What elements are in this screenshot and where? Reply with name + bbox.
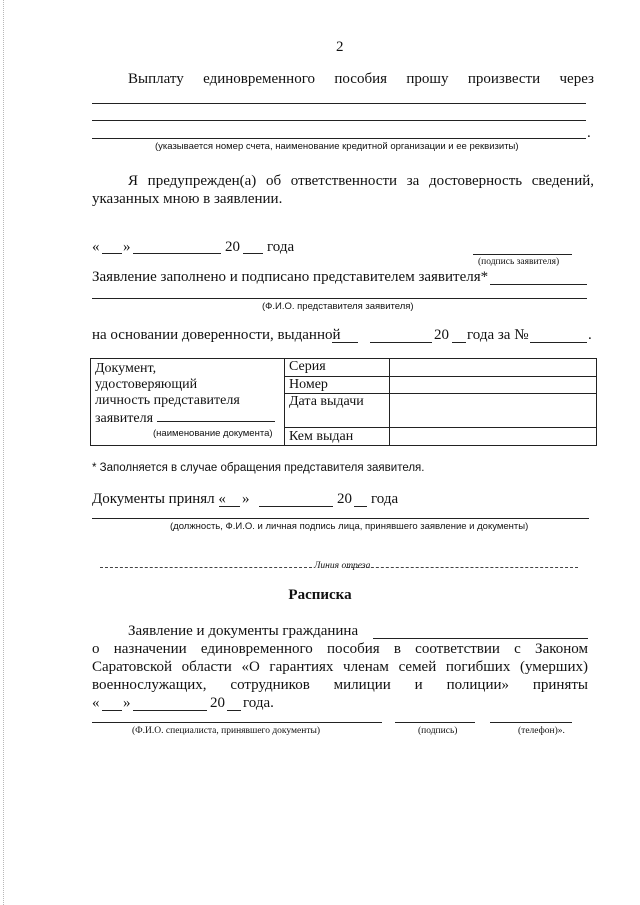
number-value-cell[interactable] xyxy=(390,377,597,394)
warning-line-2: указанных мною в заявлении. xyxy=(92,191,283,207)
receipt-line-2: о назначении единовременного пособия в соответствии с Законом xyxy=(92,641,588,657)
issue-date-value-cell[interactable] xyxy=(390,394,597,428)
specialist-name-caption: (Ф.И.О. специалиста, принявшего документы) xyxy=(132,726,321,736)
proxy-month-field[interactable] xyxy=(370,342,432,343)
payment-caption: (указывается номер счета, наименование кредитной организации и ее реквизиты) xyxy=(155,141,519,152)
accepted-month-field[interactable] xyxy=(259,506,333,507)
accepted-year-field[interactable] xyxy=(354,506,367,507)
receipt-month-field[interactable] xyxy=(133,710,207,711)
specialist-name-line[interactable] xyxy=(92,722,382,723)
proxy-number-field[interactable] xyxy=(530,342,587,343)
cut-line-label: Линия отреза xyxy=(314,561,371,571)
specialist-signature-line[interactable] xyxy=(395,722,475,723)
label-series: Серия xyxy=(285,359,390,377)
date-year-prefix: 20 xyxy=(225,239,240,255)
receipt-year-suffix: года. xyxy=(243,695,274,711)
accepted-signature-line[interactable] xyxy=(92,518,589,519)
accepted-year-prefix: 20 xyxy=(337,491,352,507)
receipt-line-4: военнослужащих, сотрудников милиции и полиции» приняты xyxy=(92,677,588,693)
id-document-caption: (наименование документа) xyxy=(153,428,273,439)
accepted-year-suffix: года xyxy=(371,491,399,507)
citizen-name-field[interactable] xyxy=(373,638,588,639)
receipt-open-quote: « xyxy=(92,695,100,711)
label-issued-by: Кем выдан xyxy=(285,428,390,446)
payment-line-3[interactable] xyxy=(92,138,586,139)
accepted-caption: (должность, Ф.И.О. и личная подпись лица, принявшего заявление и документы) xyxy=(170,521,529,532)
applicant-signature-caption: (подпись заявителя) xyxy=(478,257,560,267)
proxy-day-field[interactable] xyxy=(332,342,358,343)
payment-line-2[interactable] xyxy=(92,120,586,121)
specialist-signature-caption: (подпись) xyxy=(418,726,458,736)
cut-line-left xyxy=(100,567,312,568)
date-open-quote: « xyxy=(92,239,100,255)
proxy-text: на основании доверенности, выданной xyxy=(92,327,341,343)
id-document-label-4: заявителя xyxy=(95,411,154,426)
id-document-name-field[interactable] xyxy=(157,409,275,422)
representative-mark-field[interactable] xyxy=(490,284,587,285)
id-document-label-1: Документ, xyxy=(95,361,157,376)
accepted-day-field[interactable] xyxy=(219,506,240,507)
receipt-line-3: Саратовской области «О гарантиях членам семей погибших (умерших) xyxy=(92,659,588,675)
issued-by-value-cell[interactable] xyxy=(390,428,597,446)
date-close-quote: » xyxy=(123,239,131,255)
series-value-cell[interactable] xyxy=(390,359,597,377)
date-year-suffix: года xyxy=(267,239,295,255)
cut-line-right xyxy=(346,567,578,568)
specialist-phone-line[interactable] xyxy=(490,722,572,723)
label-number: Номер xyxy=(285,377,390,394)
warning-line-1: Я предупрежден(а) об ответственности за достоверность сведений, xyxy=(128,173,594,189)
id-document-name-cell xyxy=(91,359,285,446)
payment-line-1[interactable] xyxy=(92,103,586,104)
date-year-field[interactable] xyxy=(243,253,263,254)
date-day-field[interactable] xyxy=(102,253,122,254)
receipt-year-field[interactable] xyxy=(227,710,241,711)
representative-caption: (Ф.И.О. представителя заявителя) xyxy=(262,301,414,312)
receipt-title: Расписка xyxy=(288,587,352,603)
footnote: * Заполняется в случае обращения представителя заявителя. xyxy=(92,462,425,474)
label-issue-date: Дата выдачи xyxy=(285,394,390,428)
id-document-label-2: удостоверяющий xyxy=(95,377,198,392)
receipt-line-1: Заявление и документы гражданина xyxy=(128,623,359,639)
proxy-end-punct: . xyxy=(588,327,592,343)
date-month-field[interactable] xyxy=(133,253,221,254)
payment-request-text: Выплату единовременного пособия прошу произвести через xyxy=(128,71,594,87)
proxy-year-prefix: 20 xyxy=(434,327,449,343)
receipt-day-field[interactable] xyxy=(102,710,122,711)
id-document-label-4-row xyxy=(95,409,280,427)
id-document-label-3: личность представителя xyxy=(95,393,240,408)
receipt-close-quote: » xyxy=(123,695,131,711)
receipt-year-prefix: 20 xyxy=(210,695,225,711)
proxy-year-field[interactable] xyxy=(452,342,466,343)
payment-end-punct: . xyxy=(587,125,591,141)
proxy-year-suffix: года за № xyxy=(467,327,529,343)
representative-text: Заявление заполнено и подписано представителем заявителя* xyxy=(92,269,489,285)
id-document-table xyxy=(90,358,597,446)
accepted-text: Документы принял « xyxy=(92,491,226,507)
representative-name-line[interactable] xyxy=(92,298,587,299)
accepted-close-quote: » xyxy=(242,491,250,507)
applicant-signature-line[interactable] xyxy=(473,254,572,255)
specialist-phone-caption: (телефон)». xyxy=(518,726,565,736)
scan-edge xyxy=(3,0,4,905)
page-number: 2 xyxy=(336,39,344,55)
